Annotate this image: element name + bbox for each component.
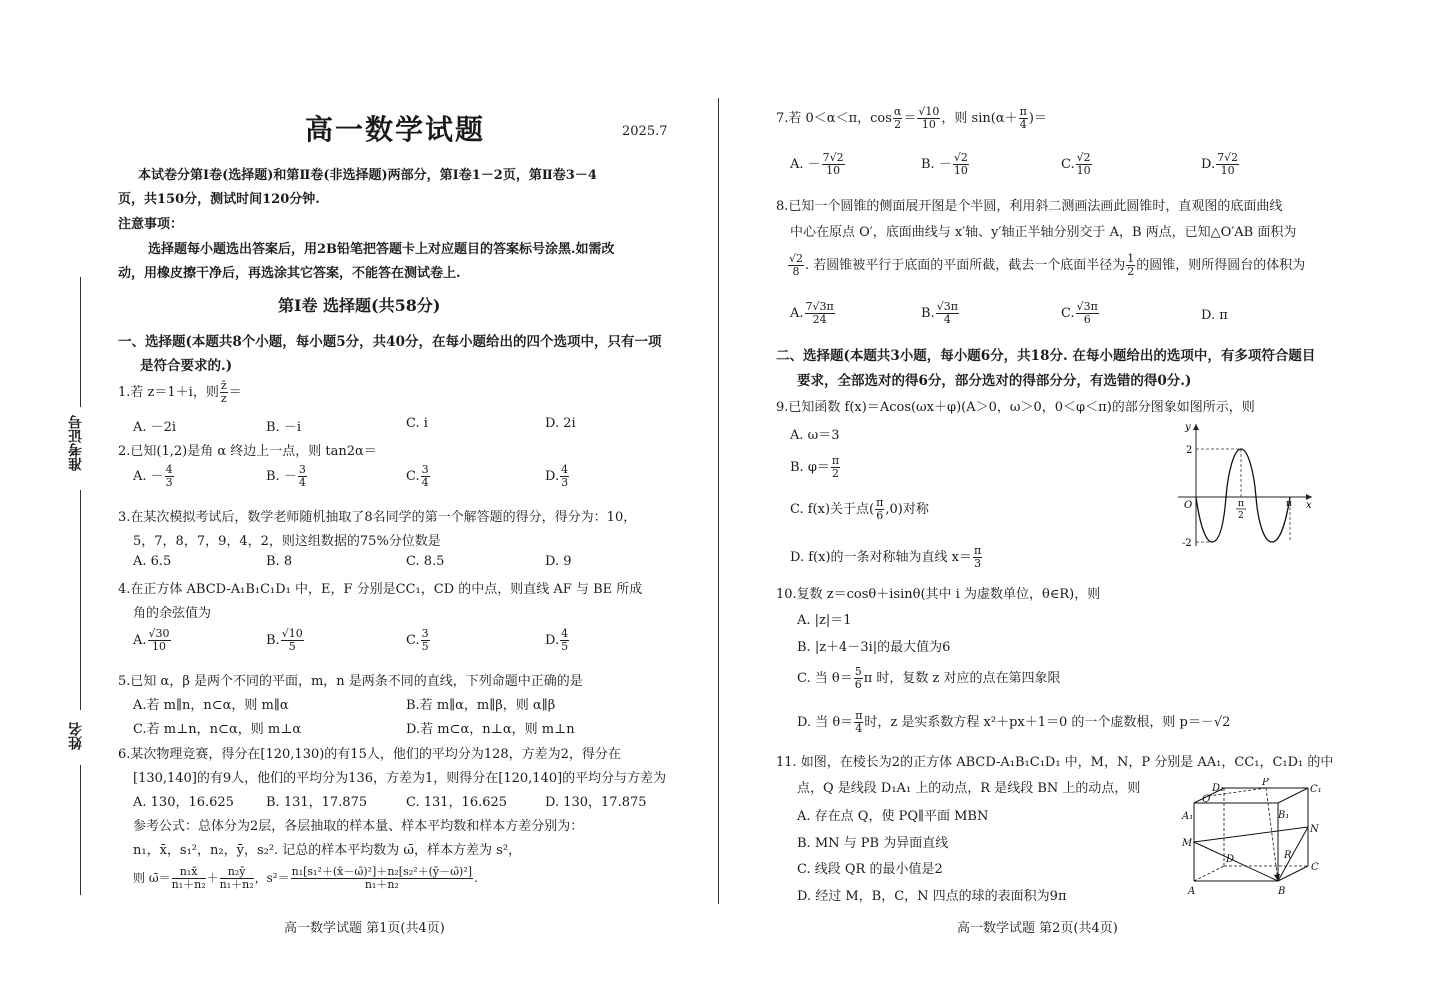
q6-option-c: C. 131，16.625 bbox=[406, 795, 508, 810]
graph-x-mid-den: 2 bbox=[1238, 511, 1244, 521]
section2-line-2: 要求，全部选对的得6分，部分选对的得部分分，有选错的得0分.) bbox=[797, 373, 1192, 389]
graph-y-min-label: -2 bbox=[1182, 538, 1192, 549]
notice-line-1: 选择题每小题选出答案后，用2B铅笔把答题卡上对应题目的答案标号涂黑.如需改 bbox=[148, 242, 615, 257]
footer-page-2: 高一数学试题 第2页(共4页) bbox=[957, 921, 1118, 936]
page-title: 高一数学试题 bbox=[305, 113, 486, 146]
q8-option-b: B. $\frac{√3\pi}{4}$ bbox=[921, 300, 958, 327]
q4-option-a: A. $\frac{√30}{10}$ bbox=[133, 627, 170, 654]
graph-x-end-label: π bbox=[1286, 499, 1292, 509]
segment-mn bbox=[1194, 827, 1308, 842]
q6-option-a: A. 130，16.625 bbox=[133, 795, 234, 810]
q3-stem-line-2: 5，7，8，7，9，4，2，则这组数据的75%分位数是 bbox=[133, 534, 441, 549]
q3-option-a: A. 6.5 bbox=[133, 554, 172, 569]
q9-stem: 9.已知函数 f(x)＝Acos(ωx＋φ)(A＞0，ω＞0，0＜φ＜π)的部分图象如图所示，则 bbox=[776, 400, 1255, 415]
graph-cosine-curve bbox=[1196, 449, 1290, 542]
section1-line-1: 一、选择题(本题共8个小题，每小题5分，共40分，在每小题给出的四个选项中，只有一项 bbox=[118, 334, 662, 350]
exam-date: 2025.7 bbox=[622, 124, 668, 139]
q8-stem-line-1: 8.已知一个圆锥的侧面展开图是个半圆，利用斜二测画法画此圆锥时，直观图的底面曲线 bbox=[776, 199, 1283, 214]
q2-option-d: D. $\frac{4}{3}$ bbox=[545, 463, 569, 490]
margin-line-middle bbox=[80, 490, 81, 710]
q2-stem: 2.已知(1,2)是角 α 终边上一点，则 tan2α＝ bbox=[118, 444, 377, 459]
cube-label-b1: B₁ bbox=[1278, 810, 1290, 821]
intro-line-1: 本试卷分第Ⅰ卷(选择题)和第Ⅱ卷(非选择题)两部分，第Ⅰ卷1－2页，第Ⅱ卷3－4 bbox=[138, 168, 597, 183]
footer-page-1: 高一数学试题 第1页(共4页) bbox=[284, 921, 445, 936]
q7-option-b: B. － $\frac{√2}{10}$ bbox=[921, 151, 968, 178]
q6-formula: 则 ω̄＝ $\frac{\text{n₁x̄}}{\text{n₁＋n₂}}$ ＋ $\frac{\text{n₂ȳ}}{\text{n₁＋n₂}}$ ，s²＝ $\frac{\text{n₁[s₁²＋(x̄－ω̄)²]＋n₂[s₂²＋(ȳ－ω̄)²]}}{\text{n₁＋n₂}}$ . bbox=[133, 865, 478, 892]
cube-label-q: Q bbox=[1202, 794, 1211, 805]
segment-pb-hidden bbox=[1266, 788, 1278, 881]
q9-option-c: C. f(x)关于点( $\frac{\pi}{6}$ ,0)对称 bbox=[790, 496, 929, 523]
q3-stem-line-1: 3.在某次模拟考试后，数学老师随机抽取了8名同学的第一个解答题的得分，得分为：10， bbox=[118, 510, 637, 525]
q4-option-d: D. $\frac{4}{5}$ bbox=[545, 627, 569, 654]
graph-x-label: x bbox=[1306, 500, 1312, 511]
q1-stem: 1.若 z＝1＋i，则 $\frac{z̄}{z}$ ＝ bbox=[118, 379, 242, 406]
graph-y-max-label: 2 bbox=[1186, 445, 1193, 456]
cube-label-b: B bbox=[1278, 886, 1286, 897]
q10-option-d: D. 当 θ＝ $\frac{\pi}{4}$ 时，z 是实系数方程 x²＋px＋1＝0 的一个虚数根，则 p＝－√2 bbox=[797, 709, 1231, 736]
notice-line-2: 动，用橡皮擦干净后，再选涂其它答案，不能答在测试卷上. bbox=[118, 266, 461, 281]
q5-option-b: B.若 m∥α，m∥β，则 α∥β bbox=[406, 698, 556, 713]
q1-option-b: B. －i bbox=[266, 420, 301, 435]
q4-option-b: B. $\frac{√10}{5}$ bbox=[266, 627, 303, 654]
margin-line-top bbox=[80, 277, 81, 407]
q5-option-d: D.若 m⊂α，n⊥α，则 m⊥n bbox=[406, 722, 575, 737]
q1-option-d: D. 2i bbox=[545, 416, 576, 431]
q11-option-d: D. 经过 M，B，C，N 四点的球的表面积为9π bbox=[797, 889, 1067, 904]
segment-mb bbox=[1194, 842, 1278, 881]
part1-title: 第Ⅰ卷 选择题(共58分) bbox=[278, 296, 441, 315]
cube-label-c1: C₁ bbox=[1310, 784, 1322, 795]
q5-option-c: C.若 m⊥n，n⊂α，则 m⊥α bbox=[133, 722, 302, 737]
page-divider bbox=[718, 98, 719, 904]
cube-edge-ad-hidden bbox=[1194, 866, 1224, 881]
q8-option-c: C. $\frac{√3\pi}{6}$ bbox=[1061, 300, 1098, 327]
q3-option-d: D. 9 bbox=[545, 554, 572, 569]
section1-line-2: 是符合要求的.) bbox=[140, 358, 233, 374]
q9-option-b: B. φ＝ $\frac{\pi}{2}$ bbox=[790, 454, 840, 481]
q11-option-a: A. 存在点 Q，使 PQ∥平面 MBN bbox=[797, 809, 989, 824]
q4-stem-line-1: 4.在正方体 ABCD-A₁B₁C₁D₁ 中，E，F 分别是CC₁，CD 的中点，则直线 AF 与 BE 所成 bbox=[118, 582, 643, 597]
q10-option-b: B. |z＋4－3i|的最大值为6 bbox=[797, 640, 951, 655]
q2-option-b: B. － $\frac{3}{4}$ bbox=[266, 463, 306, 490]
q10-option-a: A. |z|＝1 bbox=[797, 613, 852, 628]
exam-id-label: 准考证号 bbox=[68, 415, 84, 471]
q4-stem-line-2: 角的余弦值为 bbox=[133, 606, 212, 621]
cube-label-a: A bbox=[1188, 886, 1196, 897]
q8-stem-line-3: $\frac{√2}{8}$ . 若圆锥被平行于底面的平面所截，截去一个底面半径为 $\frac{1}{2}$ 的圆锥，则所得圆台的体积为 bbox=[789, 252, 1306, 279]
q7-option-d: D. $\frac{7√2}{10}$ bbox=[1201, 151, 1239, 178]
graph-y-label: y bbox=[1185, 422, 1191, 433]
q11-option-b: B. MN 与 PB 为异面直线 bbox=[797, 836, 949, 851]
q6-stem-line-2: [130,140]的有9人，他们的平均分为136，方差为1，则得分在[120,140]的平均分与方差为 bbox=[133, 771, 667, 786]
q9-option-a: A. ω＝3 bbox=[790, 428, 840, 443]
q1-option-c: C. i bbox=[406, 416, 428, 431]
q5-stem: 5.已知 α，β 是两个不同的平面，m，n 是两条不同的直线，下列命题中正确的是 bbox=[118, 674, 583, 689]
q6-option-d: D. 130，17.875 bbox=[545, 795, 647, 810]
q2-option-c: C. $\frac{3}{4}$ bbox=[406, 463, 429, 490]
q7-option-a: A. － $\frac{7√2}{10}$ bbox=[790, 151, 844, 178]
q11-stem-line-1: 11. 如图，在棱长为2的正方体 ABCD-A₁B₁C₁D₁ 中，M，N，P 分别是 AA₁，CC₁，C₁D₁ 的中 bbox=[776, 755, 1334, 770]
q6-reference-line-2: n₁，x̄，s₁²，n₂，ȳ，s₂². 记总的样本平均数为 ω̄，样本方差为 s²， bbox=[133, 843, 522, 858]
notice-title: 注意事项： bbox=[118, 217, 184, 232]
q1-option-a: A. －2i bbox=[133, 420, 177, 435]
margin-line-bottom bbox=[80, 765, 81, 895]
cube-edge-b1c1 bbox=[1278, 788, 1308, 803]
q5-option-a: A.若 m∥n，n⊂α，则 m∥α bbox=[133, 698, 289, 713]
cube-label-r: R bbox=[1284, 850, 1292, 861]
cube-label-d1: D₁ bbox=[1212, 783, 1225, 794]
name-label: 姓名 bbox=[68, 722, 84, 750]
q3-option-b: B. 8 bbox=[266, 554, 293, 569]
q8-stem-line-2: 中心在原点 O′，底面曲线与 x′轴、y′轴正半轴分别交于 A，B 两点，已知△O′AB 面积为 bbox=[790, 225, 1297, 240]
q9-option-d: D. f(x)的一条对称轴为直线 x＝ $\frac{\pi}{3}$ bbox=[790, 544, 982, 571]
cube-label-n: N bbox=[1310, 824, 1319, 835]
q11-stem-line-2: 点，Q 是线段 D₁A₁ 上的动点，R 是线段 BN 上的动点，则 bbox=[797, 781, 1141, 796]
q2-option-a: A. － $\frac{4}{3}$ bbox=[133, 463, 173, 490]
cube-label-d: D bbox=[1226, 854, 1235, 865]
q4-option-c: C. $\frac{3}{5}$ bbox=[406, 627, 429, 654]
q11-cube-figure bbox=[1180, 778, 1330, 902]
cube-label-p: P bbox=[1262, 778, 1269, 788]
segment-bn bbox=[1278, 827, 1308, 881]
q8-option-d: D. π bbox=[1201, 308, 1228, 323]
q3-option-c: C. 8.5 bbox=[406, 554, 445, 569]
intro-line-2: 页，共150分，测试时间120分钟. bbox=[118, 192, 320, 207]
graph-origin-label: O bbox=[1184, 500, 1193, 511]
q6-reference-line-1: 参考公式：总体分为2层，各层抽取的样本量、样本平均数和样本方差分别为： bbox=[133, 819, 584, 834]
q9-function-graph bbox=[1170, 418, 1320, 553]
cube-label-a1: A₁ bbox=[1182, 811, 1194, 822]
q6-stem-line-1: 6.某次物理竞赛，得分在[120,130)的有15人，他们的平均分为128，方差为2，得分在 bbox=[118, 747, 621, 762]
cube-label-c: C bbox=[1311, 862, 1319, 873]
q7-option-c: C. $\frac{√2}{10}$ bbox=[1061, 151, 1091, 178]
q10-stem: 10.复数 z＝cosθ＋isinθ(其中 i 为虚数单位，θ∈R)，则 bbox=[776, 587, 1101, 602]
q6-option-b: B. 131，17.875 bbox=[266, 795, 368, 810]
q10-option-c: C. 当 θ＝ $\frac{5}{6}$ π 时，复数 z 对应的点在第四象限 bbox=[797, 665, 1061, 692]
q8-option-a: A. $\frac{7√3\pi}{24}$ bbox=[790, 300, 834, 327]
graph-x-mid-num: π bbox=[1238, 499, 1244, 509]
q11-option-c: C. 线段 QR 的最小值是2 bbox=[797, 862, 943, 877]
cube-label-m: M bbox=[1182, 838, 1193, 849]
y-axis-arrow bbox=[1193, 424, 1199, 430]
section2-line-1: 二、选择题(本题共3小题，每小题6分，共18分. 在每小题给出的选项中，有多项符合题目 bbox=[776, 348, 1316, 364]
q7-stem: 7.若 0＜α＜π，cos $\frac{\alpha}{2}$ ＝ $\frac{√10}{10}$ ，则 sin(α＋ $\frac{\pi}{4}$ )＝ bbox=[776, 105, 1047, 132]
